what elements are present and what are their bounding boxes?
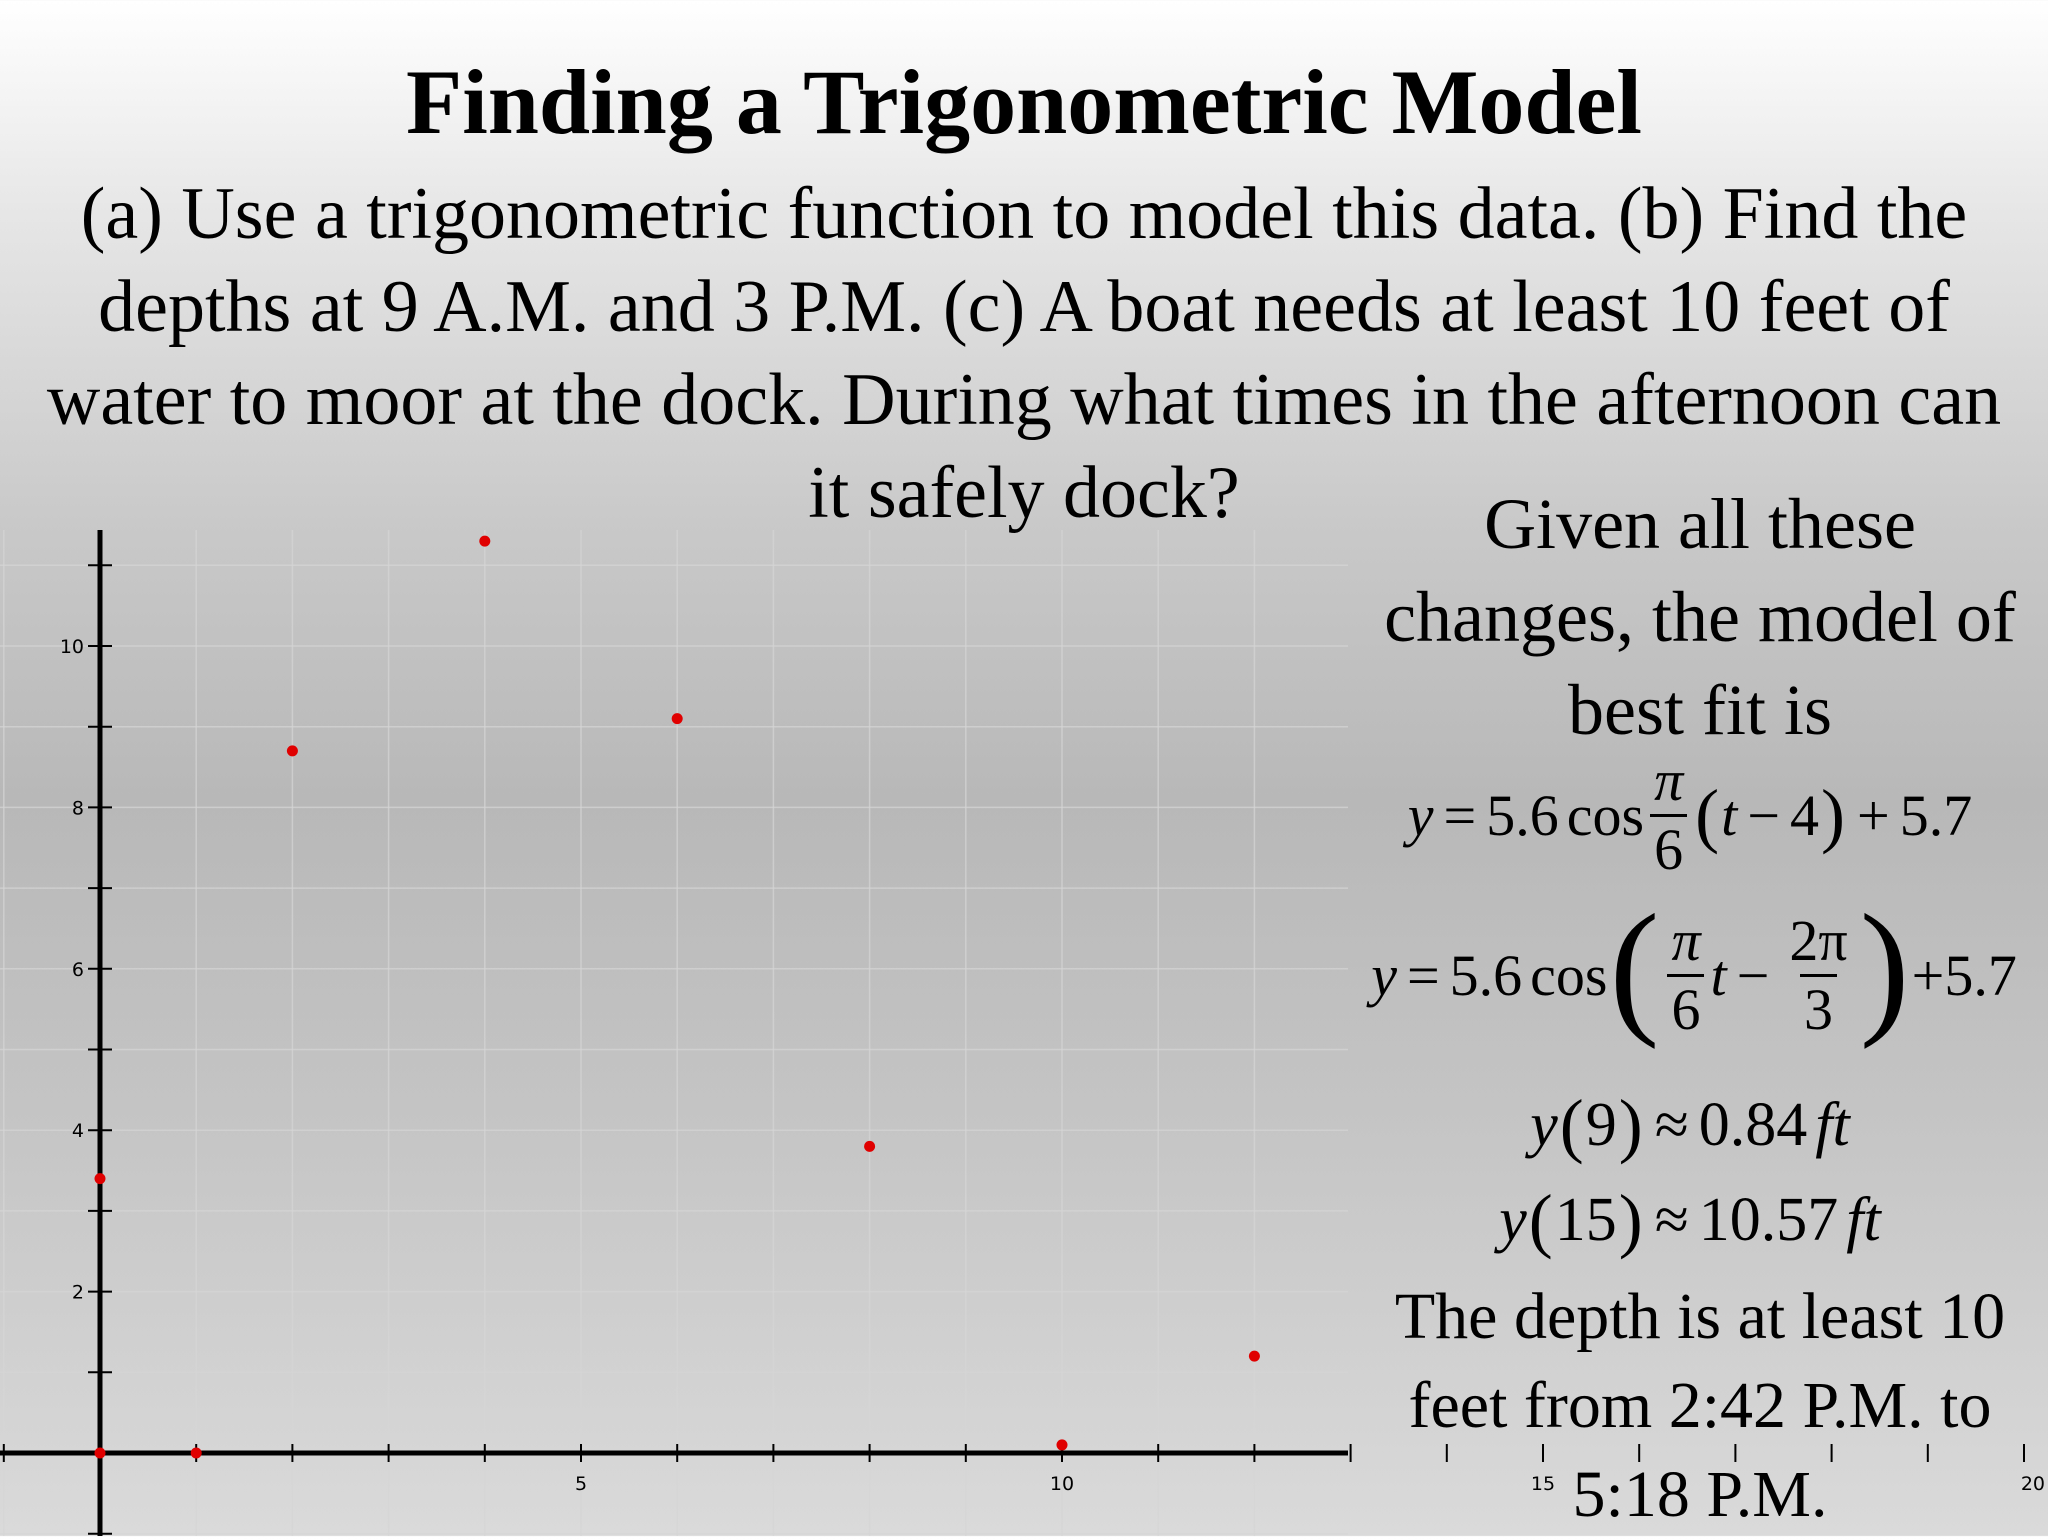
data-point bbox=[95, 1173, 106, 1184]
eq1-plus: + bbox=[1856, 782, 1890, 848]
eq1-coefficient: 5.6 bbox=[1486, 782, 1559, 848]
data-point bbox=[479, 536, 490, 547]
eq2-right-paren: ) bbox=[1859, 884, 1910, 1050]
eq3-value: 0.84 bbox=[1698, 1090, 1808, 1159]
eq2-fraction-2-denominator: 3 bbox=[1800, 974, 1837, 1039]
eq3-right-paren: ) bbox=[1618, 1084, 1643, 1165]
data-point bbox=[672, 713, 683, 724]
eq1-y: y bbox=[1407, 782, 1434, 848]
eq1-equals: = bbox=[1443, 782, 1477, 848]
data-point bbox=[95, 1448, 106, 1459]
y-tick-label: 10 bbox=[59, 636, 84, 658]
eq2-fraction-1-denominator: 6 bbox=[1667, 974, 1704, 1039]
x-tick-label: 10 bbox=[1049, 1473, 1075, 1495]
data-point bbox=[1249, 1351, 1260, 1362]
eq2-fraction-1-numerator: π bbox=[1671, 907, 1701, 973]
eq2-t: t bbox=[1710, 942, 1727, 1008]
eq3-left-paren: ( bbox=[1559, 1084, 1584, 1165]
eq1-cos: cos bbox=[1566, 782, 1645, 848]
eq3-argument: 9 bbox=[1585, 1090, 1617, 1159]
depth-at-3-pm bbox=[1340, 1160, 2040, 1280]
eq1-fraction-numerator: π bbox=[1654, 747, 1684, 813]
eq3-y: y bbox=[1530, 1090, 1558, 1159]
x-tick-label: 20 bbox=[2020, 1473, 2045, 1495]
data-point bbox=[287, 745, 298, 756]
conclusion-line-1: The depth is at least 10 bbox=[1394, 1280, 2006, 1353]
eq4-value: 10.57 bbox=[1698, 1185, 1839, 1254]
y-tick-label: 6 bbox=[71, 958, 84, 981]
model-intro-text: Given all these changes, the model of best fit is bbox=[1384, 484, 2016, 750]
model-equation-1 bbox=[1340, 747, 2040, 882]
eq2-y: y bbox=[1371, 942, 1397, 1008]
eq1-vertical-shift: 5.7 bbox=[1899, 782, 1973, 848]
eq4-approx: ≈ bbox=[1654, 1185, 1689, 1254]
x-tick-label: 15 bbox=[1530, 1473, 1556, 1495]
eq1-left-paren: ( bbox=[1695, 774, 1720, 855]
eq2-fraction-2 bbox=[1785, 907, 1851, 1042]
conclusion-line-3: 5:18 P.M. bbox=[1572, 1458, 1828, 1531]
y-tick-label: 8 bbox=[71, 797, 84, 820]
slide-title: Finding a Trigonometric Model bbox=[406, 51, 1642, 153]
eq3-approx: ≈ bbox=[1654, 1090, 1689, 1159]
y-tick-label: 2 bbox=[71, 1281, 84, 1304]
data-point bbox=[864, 1141, 875, 1152]
eq4-right-paren: ) bbox=[1618, 1179, 1643, 1260]
eq2-equals: = bbox=[1406, 942, 1440, 1008]
eq2-fraction-2-numerator: 2π bbox=[1789, 907, 1848, 973]
eq1-right-paren: ) bbox=[1820, 774, 1845, 855]
eq4-unit: ft bbox=[1846, 1185, 1881, 1254]
problem-prompt: (a) Use a trigonometric function to model this data. (b) Find the depths at 9 A.M. and 3 P.M. (c) A boat needs at least 10 feet of water to moor at the dock. During what times in the afternoon can it safely dock? bbox=[46, 173, 2002, 534]
eq2-left-paren: ( bbox=[1609, 884, 1660, 1050]
eq2-plus: + bbox=[1911, 942, 1945, 1008]
eq2-minus: − bbox=[1736, 942, 1770, 1008]
conclusion-line-2: feet from 2:42 P.M. to bbox=[1408, 1369, 1992, 1442]
eq2-cos: cos bbox=[1530, 942, 1608, 1008]
model-equation-2 bbox=[1340, 884, 2048, 1050]
data-point bbox=[191, 1448, 202, 1459]
y-tick-label: 4 bbox=[71, 1120, 84, 1143]
eq1-four: 4 bbox=[1789, 782, 1819, 848]
eq4-y: y bbox=[1499, 1185, 1527, 1254]
conclusion-text bbox=[1355, 1272, 2045, 1539]
eq2-fraction-1 bbox=[1667, 907, 1704, 1042]
eq1-t: t bbox=[1721, 782, 1738, 848]
eq1-minus: − bbox=[1747, 782, 1780, 848]
eq1-fraction bbox=[1650, 747, 1687, 882]
eq3-unit: ft bbox=[1815, 1090, 1850, 1159]
eq1-fraction-denominator: 6 bbox=[1650, 814, 1687, 879]
eq4-left-paren: ( bbox=[1528, 1179, 1553, 1260]
eq2-coefficient: 5.6 bbox=[1449, 942, 1523, 1008]
data-point bbox=[1057, 1439, 1068, 1450]
eq2-vertical-shift: 5.7 bbox=[1944, 942, 2017, 1008]
eq4-argument: 15 bbox=[1554, 1185, 1617, 1254]
x-tick-label: 5 bbox=[574, 1473, 588, 1495]
